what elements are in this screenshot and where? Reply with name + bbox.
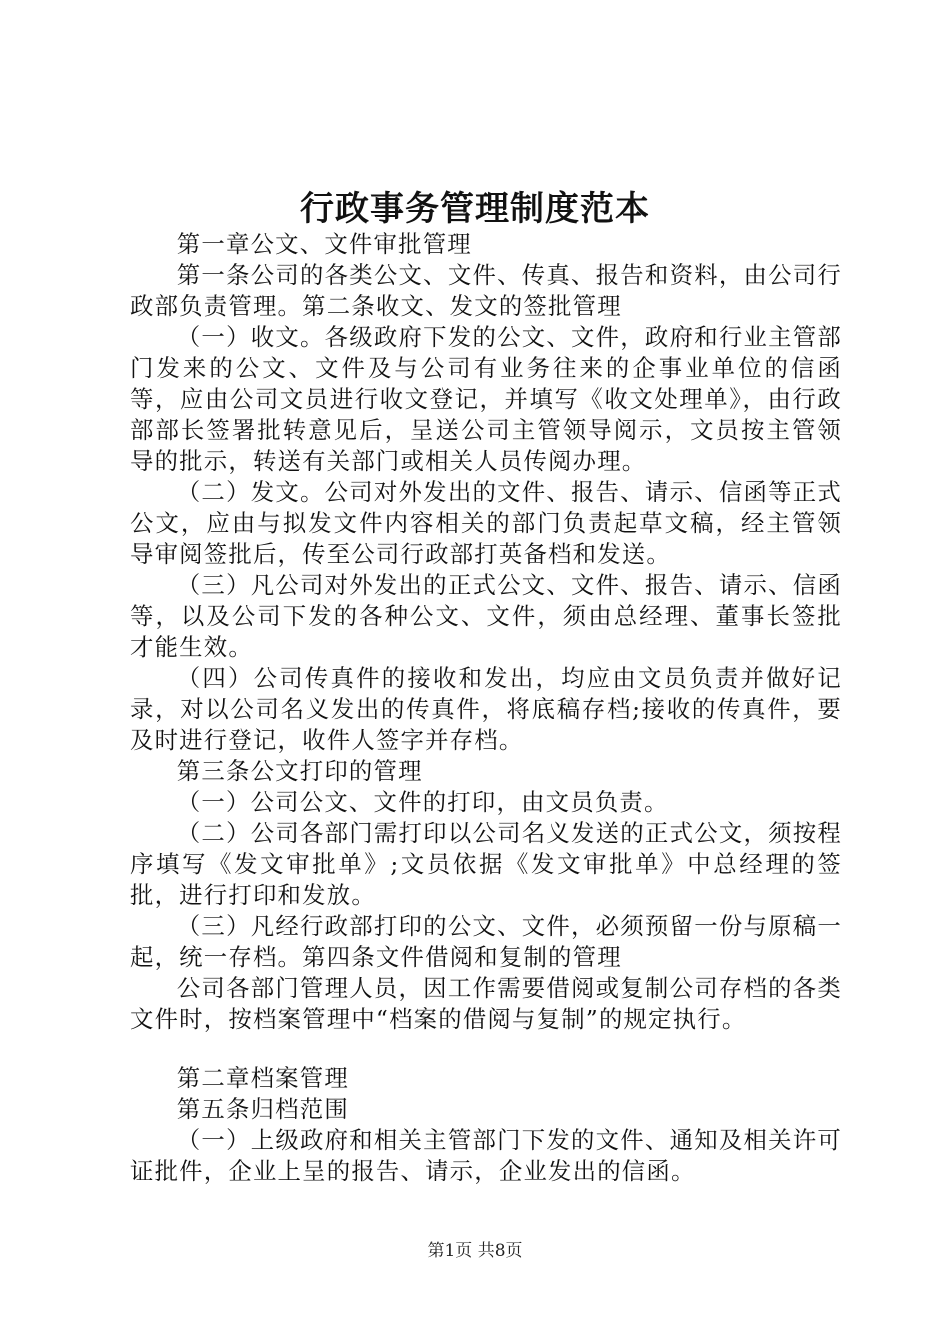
document-body	[130, 229, 842, 1187]
document-title: 行政事务管理制度范本	[300, 189, 650, 229]
paragraph: 公司各部门管理人员，因工作需要借阅或复制公司存档的各类文件时，按档案管理中“档案的借阅与复制”的规定执行。	[130, 974, 842, 1033]
article-heading: 第五条归档范围	[176, 1095, 349, 1123]
article-heading: 第三条公文打印的管理	[176, 757, 423, 785]
paragraph: （二）公司各部门需打印以公司名义发送的正式公文，须按程序填写《发文审批单》;文员依据《发文审批单》中总经理的签批，进行打印和发放。	[130, 819, 842, 909]
page-number: 第1页 共8页	[427, 1241, 523, 1261]
paragraph-spacer	[130, 1035, 842, 1063]
paragraph: （一）收文。各级政府下发的公文、文件，政府和行业主管部门发来的公文、文件及与公司有业务往来的企事业单位的信函等，应由公司文员进行收文登记，并填写《收文处理单》，由行政部部长签署批转意见后，呈送公司主管领导阅示，文员按主管领导的批示，转送有关部门或相关人员传阅办理。	[130, 323, 842, 475]
paragraph: 第一条公司的各类公文、文件、传真、报告和资料，由公司行政部负责管理。第二条收文、发文的签批管理	[130, 261, 842, 320]
paragraph: （三）凡经行政部打印的公文、文件，必须预留一份与原稿一起，统一存档。第四条文件借阅和复制的管理	[130, 912, 842, 971]
chapter-heading: 第二章档案管理	[176, 1064, 349, 1092]
chapter-heading: 第一章公文、文件审批管理	[176, 230, 472, 258]
paragraph: （二）发文。公司对外发出的文件、报告、请示、信函等正式公文，应由与拟发文件内容相关的部门负责起草文稿，经主管领导审阅签批后，传至公司行政部打英备档和发送。	[130, 478, 842, 568]
paragraph: （一）公司公文、文件的打印，由文员负责。	[176, 788, 669, 816]
paragraph: （三）凡公司对外发出的正式公文、文件、报告、请示、信函等，以及公司下发的各种公文、文件，须由总经理、董事长签批才能生效。	[130, 571, 842, 661]
paragraph: （一）上级政府和相关主管部门下发的文件、通知及相关许可证批件，企业上呈的报告、请示，企业发出的信函。	[130, 1126, 842, 1185]
paragraph: （四）公司传真件的接收和发出，均应由文员负责并做好记录，对以公司名义发出的传真件，将底稿存档;接收的传真件，要及时进行登记，收件人签字并存档。	[130, 664, 842, 754]
